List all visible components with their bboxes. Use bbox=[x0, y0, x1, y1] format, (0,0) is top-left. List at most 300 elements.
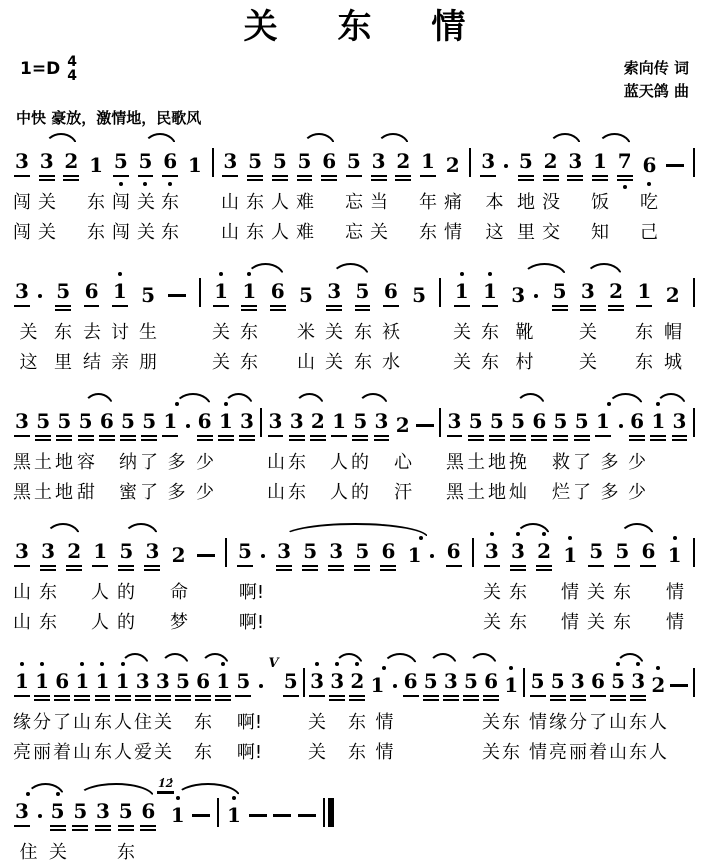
note-digit: 1 bbox=[213, 279, 229, 307]
lyric-syllable: 丽 bbox=[569, 741, 587, 763]
tempo-marking: 中快 豪放，激情地，民歌风 bbox=[16, 108, 202, 127]
slur bbox=[515, 523, 551, 538]
note-digit: 1 bbox=[595, 409, 611, 437]
note-digit: 5 bbox=[141, 409, 157, 437]
note bbox=[276, 539, 292, 567]
note-digit: 3 bbox=[222, 149, 238, 177]
lyric-syllable: 关 bbox=[154, 741, 172, 763]
lyric-syllable: 山 bbox=[13, 611, 31, 633]
credits bbox=[624, 57, 689, 104]
note bbox=[162, 409, 191, 437]
lyric-syllable: 分 bbox=[569, 711, 587, 733]
note bbox=[215, 669, 231, 697]
key-signature bbox=[20, 55, 77, 83]
note-digit: 6 bbox=[483, 669, 499, 697]
slur bbox=[522, 263, 568, 278]
lyric-syllable: 山 bbox=[267, 481, 285, 503]
note bbox=[636, 279, 652, 307]
note bbox=[171, 543, 187, 567]
barline bbox=[693, 148, 695, 177]
lyric-syllable: 啊! bbox=[236, 711, 263, 733]
lyric-syllable: 情 bbox=[666, 581, 684, 603]
lyric-syllable: 人 bbox=[271, 221, 289, 243]
lyric-syllable: 结 bbox=[83, 351, 101, 373]
slur bbox=[83, 393, 114, 408]
lyrics-verse-1 bbox=[14, 835, 695, 865]
slur bbox=[515, 393, 546, 408]
note-digit: 1 bbox=[407, 542, 422, 567]
note-digit: 3 bbox=[511, 282, 526, 307]
lyric-syllable: 少 bbox=[628, 451, 646, 473]
note bbox=[175, 669, 191, 697]
note-digit: 3 bbox=[289, 409, 305, 437]
slur bbox=[26, 783, 66, 798]
note-digit: 6 bbox=[321, 149, 337, 177]
lyrics-verse-1 bbox=[14, 575, 695, 605]
note-digit: 3 bbox=[484, 539, 500, 567]
note bbox=[162, 149, 178, 177]
note-digit: 5 bbox=[141, 282, 156, 307]
lyric-syllable: 关 bbox=[587, 611, 605, 633]
note bbox=[543, 149, 559, 177]
note bbox=[35, 409, 51, 437]
note bbox=[665, 283, 681, 307]
lyric-syllable: 关 bbox=[482, 741, 500, 763]
slur bbox=[143, 133, 177, 148]
lyric-syllable: 汗 bbox=[394, 481, 412, 503]
lyric-syllable: 啊! bbox=[238, 581, 265, 603]
lyric-syllable: 闯 bbox=[112, 191, 130, 213]
lyric-syllable: 烂 bbox=[552, 481, 570, 503]
slur bbox=[175, 783, 241, 798]
note-digit: 2 bbox=[665, 282, 680, 307]
notation-row bbox=[14, 529, 695, 567]
slur bbox=[160, 653, 190, 668]
lyric-syllable: 的 bbox=[117, 581, 135, 603]
duration-dash bbox=[192, 814, 210, 817]
note bbox=[113, 149, 129, 177]
breath-mark: V bbox=[268, 655, 279, 671]
system-4 bbox=[14, 529, 695, 635]
lyric-syllable: 分 bbox=[33, 711, 51, 733]
lyric-syllable: 东 bbox=[94, 741, 112, 763]
note-digit: 2 bbox=[395, 149, 411, 177]
lyric-syllable: 东 bbox=[419, 221, 437, 243]
lyrics-verse-1 bbox=[14, 445, 695, 475]
lyric-syllable: 着 bbox=[589, 741, 607, 763]
duration-dash bbox=[197, 554, 215, 557]
lyric-syllable: 东 bbox=[94, 711, 112, 733]
lyric-syllable: 情 bbox=[666, 611, 684, 633]
note bbox=[550, 669, 566, 697]
lyric-syllable: 关 bbox=[19, 321, 38, 343]
lyrics-verse-1 bbox=[14, 315, 695, 345]
note bbox=[530, 669, 546, 697]
note bbox=[610, 669, 626, 697]
note bbox=[118, 539, 134, 567]
lyric-syllable: 闯 bbox=[112, 221, 130, 243]
lyrics-verse-1 bbox=[14, 705, 695, 735]
lyric-syllable: 关 bbox=[325, 321, 343, 343]
note-digit: 5 bbox=[175, 669, 191, 697]
lyric-syllable: 纳 bbox=[119, 451, 137, 473]
note-digit: 5 bbox=[297, 149, 313, 177]
lyric-syllable: 没 bbox=[542, 191, 560, 213]
notation-row bbox=[14, 139, 695, 177]
lyric-syllable: 东 bbox=[354, 321, 372, 343]
slur bbox=[200, 653, 230, 668]
lyric-syllable: 亮 bbox=[13, 741, 31, 763]
lyric-syllable: 东 bbox=[348, 711, 366, 733]
note-digit: 1 bbox=[667, 542, 682, 567]
note bbox=[135, 669, 151, 697]
note-digit: 1 bbox=[218, 409, 234, 437]
note-digit: 6 bbox=[380, 539, 396, 567]
lyric-syllable: 少 bbox=[196, 481, 214, 503]
note-digit: 5 bbox=[354, 539, 370, 567]
note bbox=[510, 283, 539, 307]
note-digit: 3 bbox=[570, 669, 586, 697]
note bbox=[298, 283, 314, 307]
note bbox=[283, 669, 299, 697]
lyric-syllable: 东 bbox=[240, 321, 258, 343]
lyric-syllable: 挽 bbox=[509, 451, 527, 473]
note bbox=[272, 149, 288, 177]
lyric-syllable: 东 bbox=[161, 221, 179, 243]
lyric-syllable: 多 bbox=[600, 481, 619, 503]
note bbox=[326, 279, 342, 307]
lyric-syllable: 东 bbox=[502, 711, 520, 733]
note-digit: 3 bbox=[309, 669, 325, 697]
meter-denominator: 4 bbox=[67, 67, 77, 84]
note-digit: 3 bbox=[580, 279, 596, 307]
octave-dot-above bbox=[490, 532, 494, 536]
note bbox=[226, 803, 242, 827]
note bbox=[349, 669, 365, 697]
lyric-syllable: 地 bbox=[488, 451, 506, 473]
lyric-syllable: 关 bbox=[212, 351, 230, 373]
lyric-syllable: 住 bbox=[134, 711, 152, 733]
note bbox=[667, 543, 683, 567]
note bbox=[590, 669, 606, 697]
final-bar-thick bbox=[328, 798, 334, 827]
note-digit: 3 bbox=[326, 279, 342, 307]
augmentation-dot bbox=[393, 684, 397, 688]
note bbox=[489, 409, 505, 437]
note bbox=[84, 279, 100, 307]
barline bbox=[693, 668, 695, 697]
slur bbox=[174, 393, 213, 408]
note-digit: 6 bbox=[140, 799, 156, 827]
note bbox=[155, 669, 171, 697]
lyric-syllable: 知 bbox=[591, 221, 609, 243]
lyric-syllable: 这 bbox=[485, 221, 504, 243]
barline bbox=[439, 278, 441, 307]
lyric-syllable: 地 bbox=[517, 191, 535, 213]
lyric-syllable: 年 bbox=[419, 191, 437, 213]
barline bbox=[439, 408, 441, 437]
note-digit: 5 bbox=[423, 669, 439, 697]
note bbox=[510, 539, 526, 567]
note-digit: 5 bbox=[120, 409, 136, 437]
lyrics-verse-2 bbox=[14, 605, 695, 635]
lyric-syllable: 关 bbox=[453, 321, 471, 343]
lyric-syllable: 少 bbox=[196, 451, 214, 473]
note bbox=[331, 409, 347, 437]
lyric-syllable: 东 bbox=[613, 581, 631, 603]
note-digit: 5 bbox=[298, 282, 313, 307]
lyric-syllable: 里 bbox=[517, 221, 535, 243]
note bbox=[95, 669, 111, 697]
note-digit: 5 bbox=[247, 149, 263, 177]
note-digit: 5 bbox=[352, 409, 368, 437]
note-digit: 1 bbox=[74, 669, 90, 697]
barline bbox=[472, 538, 474, 567]
slur bbox=[123, 523, 159, 538]
note bbox=[641, 153, 657, 177]
note bbox=[650, 673, 666, 697]
note-digit: 2 bbox=[171, 542, 186, 567]
lyric-syllable: 人 bbox=[330, 451, 348, 473]
lyric-syllable: 救 bbox=[552, 451, 570, 473]
note-digit: 5 bbox=[302, 539, 318, 567]
note bbox=[289, 409, 305, 437]
lyric-syllable: 关 bbox=[587, 581, 605, 603]
note-digit: 6 bbox=[642, 152, 657, 177]
lyric-syllable: 关 bbox=[38, 191, 56, 213]
note-digit: 6 bbox=[270, 279, 286, 307]
lyric-syllable: 关 bbox=[308, 711, 326, 733]
note bbox=[55, 279, 71, 307]
note-digit: 5 bbox=[588, 539, 604, 567]
note bbox=[403, 669, 419, 697]
note bbox=[592, 149, 608, 177]
lyric-syllable: 饭 bbox=[591, 191, 609, 213]
note bbox=[483, 669, 499, 697]
note-digit: 1 bbox=[226, 802, 241, 827]
note bbox=[14, 539, 30, 567]
slur bbox=[77, 783, 155, 798]
note-digit: 7 bbox=[617, 149, 633, 177]
note-digit: 1 bbox=[115, 669, 131, 697]
note-digit: 1 bbox=[636, 279, 652, 307]
note-digit: 5 bbox=[355, 279, 371, 307]
note bbox=[222, 149, 238, 177]
lyric-syllable: 心 bbox=[394, 451, 412, 473]
lyric-syllable: 人 bbox=[114, 711, 132, 733]
note-digit: 3 bbox=[95, 799, 111, 827]
note-digit: 5 bbox=[550, 669, 566, 697]
note bbox=[570, 669, 586, 697]
note-digit: 3 bbox=[480, 149, 496, 177]
barline bbox=[693, 278, 695, 307]
note-digit: 3 bbox=[14, 149, 30, 177]
note-digit: 1 bbox=[34, 669, 50, 697]
note-digit: 5 bbox=[113, 149, 129, 177]
note-digit: 1 bbox=[504, 672, 519, 697]
lyric-syllable: 东 bbox=[87, 191, 105, 213]
note-digit: 6 bbox=[195, 669, 211, 697]
note-digit: 5 bbox=[237, 539, 253, 567]
key-label: 1=D bbox=[20, 58, 61, 79]
lyric-syllable: 关 bbox=[483, 611, 501, 633]
note bbox=[218, 409, 234, 437]
note-digit: 5 bbox=[35, 409, 51, 437]
note bbox=[14, 149, 30, 177]
note bbox=[95, 799, 111, 827]
octave-dot-above bbox=[80, 662, 84, 666]
slur bbox=[382, 653, 419, 668]
lyric-syllable: 黑 bbox=[446, 451, 464, 473]
note bbox=[447, 409, 463, 437]
note bbox=[39, 149, 55, 177]
note-digit: 5 bbox=[530, 669, 546, 697]
note bbox=[141, 409, 157, 437]
barline bbox=[199, 278, 201, 307]
lyric-syllable: 人 bbox=[649, 711, 667, 733]
note bbox=[482, 279, 498, 307]
note-digit: 6 bbox=[383, 279, 399, 307]
octave-dot-above bbox=[118, 272, 122, 276]
note bbox=[463, 669, 479, 697]
system-1 bbox=[14, 139, 695, 245]
lyric-syllable: 袄 bbox=[382, 321, 400, 343]
note bbox=[92, 539, 108, 567]
lyric-syllable: 当 bbox=[370, 191, 388, 213]
augmentation-dot bbox=[534, 294, 538, 298]
lyric-syllable: 土 bbox=[34, 481, 52, 503]
lyric-syllable: 东 bbox=[354, 351, 372, 373]
augmentation-dot bbox=[259, 684, 263, 688]
note bbox=[14, 669, 30, 697]
lyric-syllable: 人 bbox=[114, 741, 132, 763]
time-signature bbox=[67, 55, 77, 83]
lyric-syllable: 缘 bbox=[13, 711, 31, 733]
note-digit: 1 bbox=[162, 409, 178, 437]
note bbox=[595, 409, 624, 437]
slur bbox=[120, 653, 150, 668]
note-digit: 5 bbox=[610, 669, 626, 697]
slur bbox=[585, 263, 623, 278]
note bbox=[66, 539, 82, 567]
lyric-syllable: 生 bbox=[139, 321, 157, 343]
lyric-syllable: 人 bbox=[649, 741, 667, 763]
composer-credit: 蓝天鸽 曲 bbox=[623, 81, 689, 100]
note-digit: 1 bbox=[89, 152, 104, 177]
note bbox=[370, 673, 399, 697]
augmentation-dot bbox=[38, 294, 42, 298]
notation-row bbox=[14, 776, 334, 827]
note bbox=[614, 539, 630, 567]
note bbox=[321, 149, 337, 177]
note bbox=[629, 409, 645, 437]
note bbox=[297, 149, 313, 177]
note-digit: 6 bbox=[446, 539, 462, 567]
lyric-syllable: 爱 bbox=[134, 741, 152, 763]
lyric-syllable: 东 bbox=[481, 321, 499, 343]
octave-dot-above bbox=[20, 662, 24, 666]
note bbox=[518, 149, 534, 177]
note bbox=[352, 409, 368, 437]
lyric-syllable: 住 bbox=[19, 841, 38, 863]
lyric-syllable: 关 bbox=[482, 711, 500, 733]
note-digit: 5 bbox=[118, 799, 134, 827]
note bbox=[239, 409, 255, 437]
grace-note-digits: 1̇2̇ bbox=[157, 777, 174, 793]
lyric-syllable: 黑 bbox=[13, 451, 31, 473]
lyric-syllable: 痛 bbox=[444, 191, 462, 213]
note-digit: 1 bbox=[482, 279, 498, 307]
lyric-syllable: 东 bbox=[509, 581, 527, 603]
lyric-syllable: 多 bbox=[167, 451, 186, 473]
notation-row bbox=[14, 655, 695, 697]
lyric-syllable: 命 bbox=[170, 581, 188, 603]
lyric-syllable: 东 bbox=[629, 741, 647, 763]
note bbox=[14, 279, 43, 307]
lyric-syllable: 东 bbox=[194, 741, 212, 763]
note bbox=[562, 543, 578, 567]
augmentation-dot bbox=[619, 424, 623, 428]
note bbox=[270, 279, 286, 307]
slur bbox=[45, 523, 81, 538]
slur bbox=[357, 393, 389, 408]
note bbox=[354, 539, 370, 567]
note-digit: 5 bbox=[50, 799, 66, 827]
note bbox=[235, 669, 264, 697]
note bbox=[140, 283, 156, 307]
lyric-syllable: 关 bbox=[212, 321, 230, 343]
note-digit: 3 bbox=[443, 669, 459, 697]
note-digit: 2 bbox=[310, 409, 326, 437]
note bbox=[56, 409, 72, 437]
augmentation-dot bbox=[504, 164, 508, 168]
octave-dot-above bbox=[460, 272, 464, 276]
note-digit: 6 bbox=[590, 669, 606, 697]
note-digit: 5 bbox=[55, 279, 71, 307]
slur bbox=[655, 393, 687, 408]
lyric-syllable: 缘 bbox=[549, 711, 567, 733]
barline bbox=[303, 668, 305, 697]
note-digit: 1 bbox=[215, 669, 231, 697]
lyric-syllable: 朋 bbox=[139, 351, 157, 373]
note-digit: 3 bbox=[39, 149, 55, 177]
header-row bbox=[14, 49, 695, 105]
note-digit: 1 bbox=[14, 669, 30, 697]
lyric-syllable: 关 bbox=[325, 351, 343, 373]
note bbox=[72, 799, 88, 827]
octave-dot-above bbox=[488, 272, 492, 276]
slur bbox=[302, 133, 336, 148]
lyric-syllable: 了 bbox=[140, 451, 158, 473]
note bbox=[144, 539, 160, 567]
note bbox=[40, 539, 56, 567]
lyric-syllable: 蜜 bbox=[119, 481, 137, 503]
note bbox=[445, 153, 461, 177]
note-digit: 6 bbox=[84, 279, 100, 307]
lyric-syllable: 东 bbox=[39, 581, 57, 603]
lyric-syllable: 村 bbox=[515, 351, 534, 373]
note-digit: 3 bbox=[268, 409, 284, 437]
note bbox=[241, 279, 257, 307]
lyric-syllable: 梦 bbox=[170, 611, 188, 633]
lyric-syllable: 啊! bbox=[238, 611, 265, 633]
note-digit: 5 bbox=[235, 669, 251, 697]
note-digit: 2 bbox=[651, 672, 666, 697]
lyric-syllable: 山 bbox=[609, 711, 627, 733]
note-digit: 5 bbox=[118, 539, 134, 567]
lyric-syllable: 灿 bbox=[509, 481, 527, 503]
system-3 bbox=[14, 399, 695, 505]
